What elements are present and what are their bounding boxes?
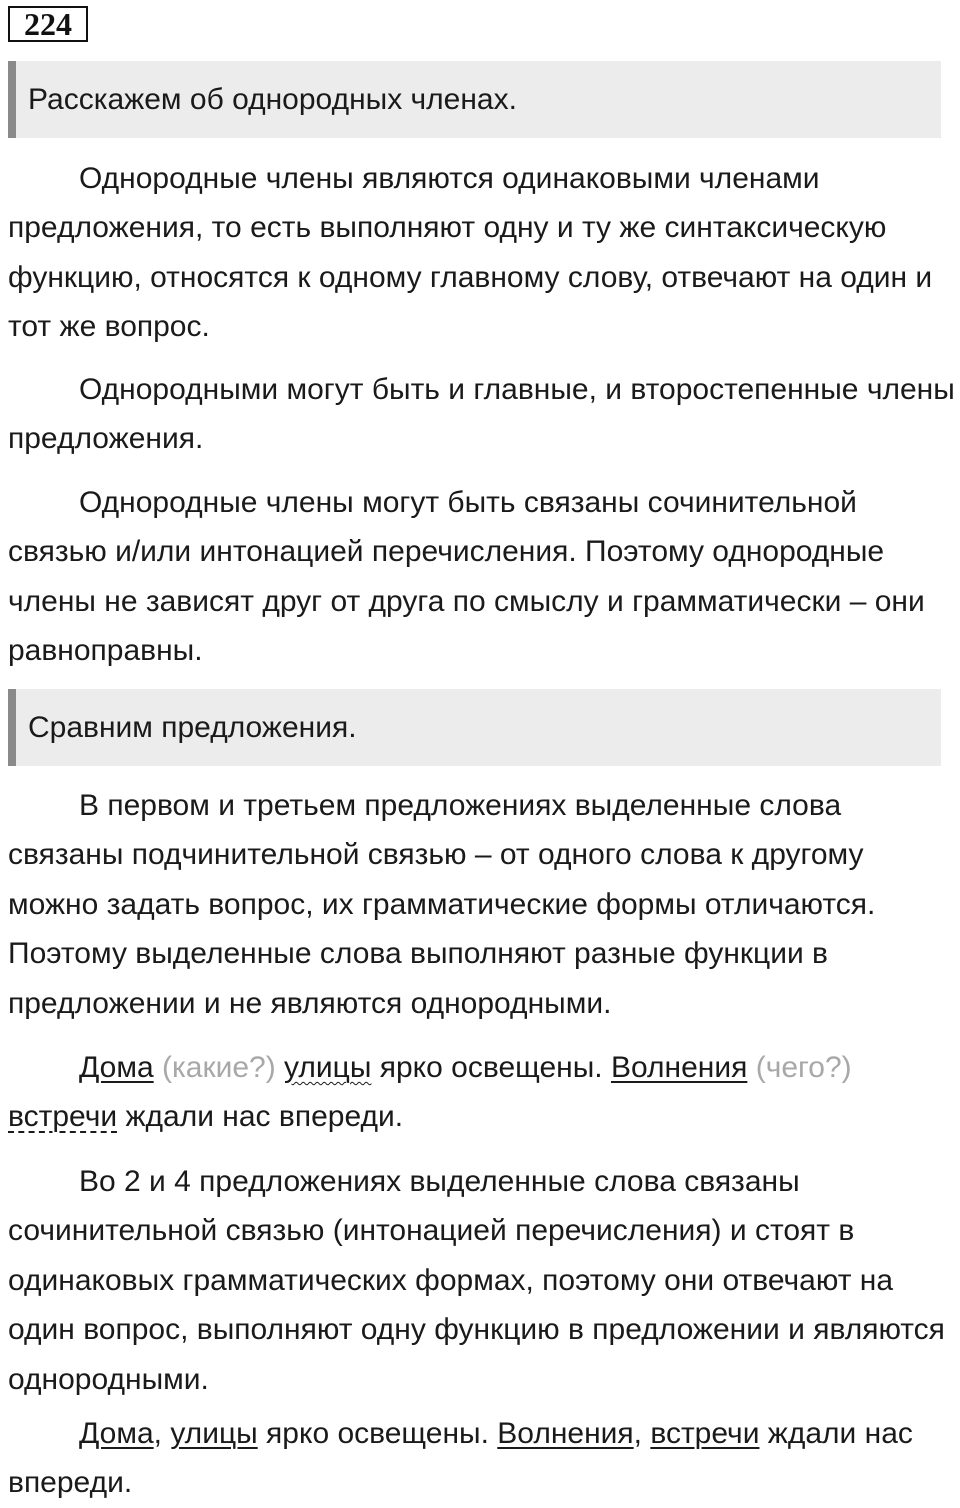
example2-word-volneniya: Волнения — [497, 1417, 634, 1450]
example-text-2: ждали нас впереди. — [125, 1100, 404, 1134]
task-number-box: 224 — [8, 6, 88, 42]
example-question-chego: (чего?) — [755, 1051, 852, 1084]
paragraph-subordinate: В первом и третьем предложениях выделенные слова связаны подчинительной связью – от одного слова к другому можно задать вопрос, их грамматические формы отличаются. Поэтому выделенные слова выполняют разные функции в предложении и не являются однородными. — [8, 789, 876, 1020]
example-word-doma: Дома — [79, 1051, 154, 1084]
example2-word-vstrechi: встречи — [650, 1417, 760, 1450]
paragraph-connection: Однородные члены могут быть связаны сочинительной связью и/или интонацией перечисления. Поэтому однородные члены не зависят друг от друга по смыслу и грамматически – они равноправны. — [8, 486, 925, 668]
example-word-volneniya: Волнения — [610, 1051, 748, 1084]
example2-text-2: ждали нас впереди. — [8, 1417, 913, 1500]
example-text-1: ярко освещены. — [379, 1051, 603, 1084]
paragraph-coordinate: Во 2 и 4 предложениях выделенные слова связаны сочинительной связью (интонацией перечисления) и стоят в одинаковых грамматических формах, поэтому они отвечают на один вопрос, выполняют одну функцию в предложении и являются однородными. — [8, 1165, 945, 1396]
example-word-ulitsy: улицы — [284, 1051, 372, 1084]
section-header-about-homogeneous: Расскажем об однородных членах. — [8, 61, 941, 138]
example-word-vstrechi: встречи — [8, 1100, 118, 1134]
example2-word-doma: Дома — [79, 1417, 154, 1450]
example2-text-1: ярко освещены. — [266, 1417, 489, 1450]
example-subordinate-sentences — [8, 1043, 956, 1142]
section-header-compare: Сравним предложения. — [8, 689, 941, 766]
example-homogeneous-sentences — [8, 1409, 956, 1508]
example2-sep-1: , — [153, 1417, 162, 1450]
example2-word-ulitsy: улицы — [170, 1417, 258, 1450]
paragraph-main-and-secondary: Однородными могут быть и главные, и второстепенные члены предложения. — [8, 373, 955, 456]
example2-sep-2: , — [633, 1417, 642, 1450]
paragraph-definition: Однородные члены являются одинаковыми членами предложения, то есть выполняют одну и ту же синтаксическую функцию, относятся к одному главному слову, отвечают на один и тот же вопрос. — [8, 162, 933, 344]
example-question-kakie: (какие?) — [162, 1051, 276, 1084]
